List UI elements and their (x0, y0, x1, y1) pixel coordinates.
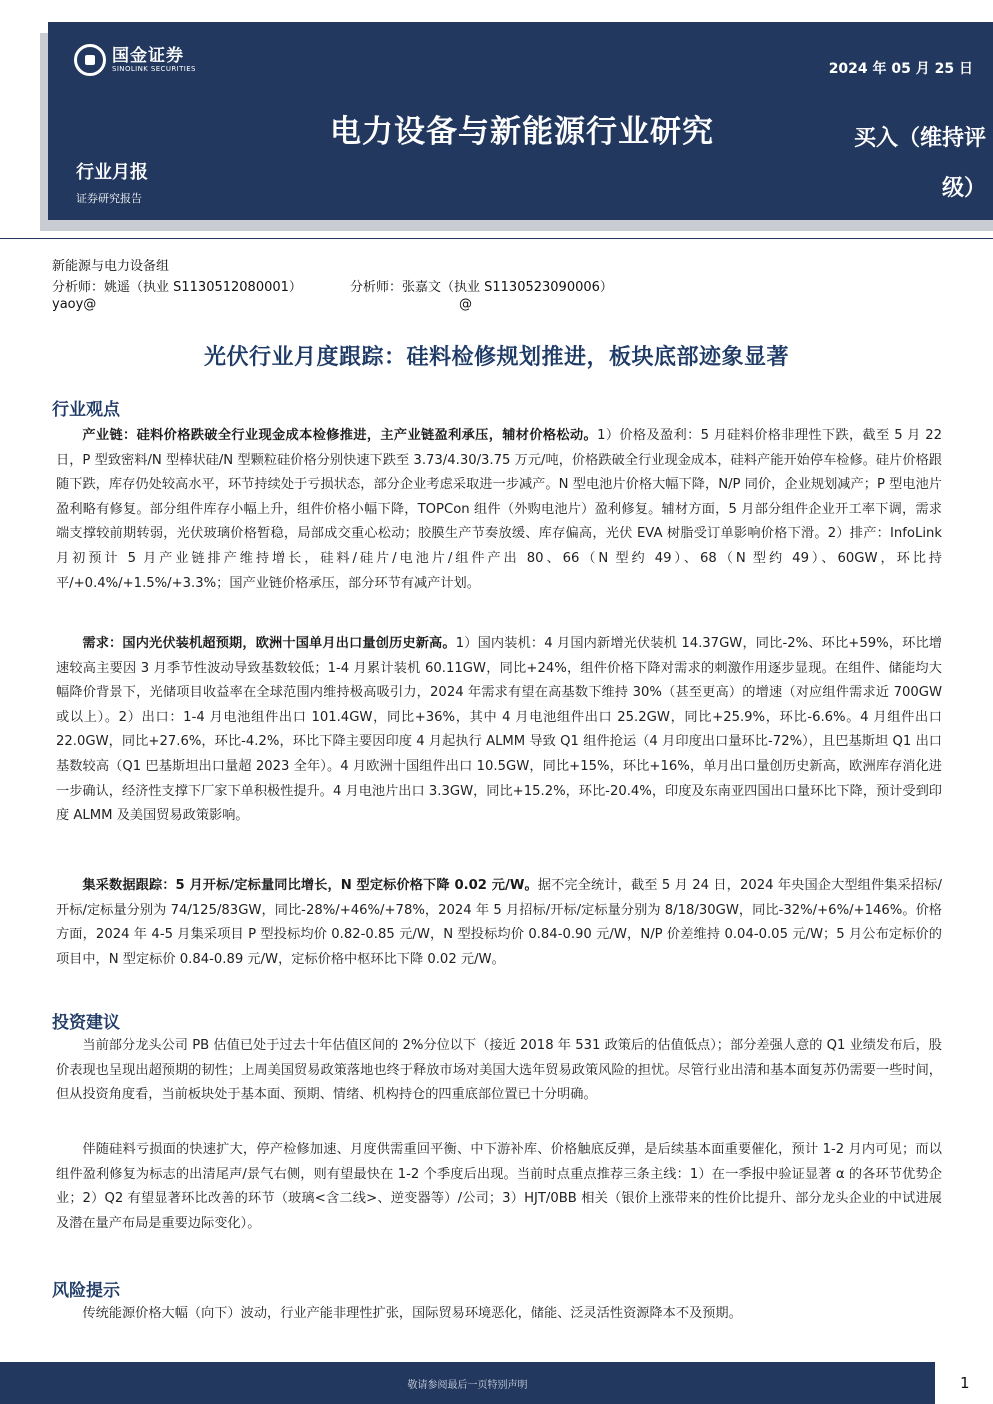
paragraph-lead: 集采数据跟踪：5 月开标/定标量同比增长，N 型定标价格下降 0.02 元/W。 (82, 878, 538, 893)
paragraph-risk: 传统能源价格大幅（向下）波动，行业产能非理性扩张，国际贸易环境恶化，储能、泛灵活性资源降本不及预期。 (82, 1306, 742, 1321)
report-type: 行业月报 (76, 162, 148, 183)
report-title: 光伏行业月度跟踪：硅料检修规划推进，板块底部迹象显著 (203, 345, 789, 370)
email-1[interactable]: yaoy@ (52, 297, 97, 312)
paragraph-procurement (56, 874, 942, 972)
logo-icon (74, 44, 106, 76)
logo-text-en: SINOLINK SECURITIES (112, 64, 196, 73)
header-banner (48, 22, 993, 220)
paragraph-supply-chain (56, 424, 942, 596)
paragraph-lead: 需求：国内光伏装机超预期，欧洲十国单月出口量创历史新高。 (82, 636, 456, 651)
paragraph-lead: 产业链：硅料价格跌破全行业现金成本检修推进，主产业链盈利承压，辅材价格松动。 (82, 428, 598, 443)
paragraph-demand (56, 632, 942, 829)
report-date: 2024 年 05 月 25 日 (828, 61, 973, 77)
email-line (52, 297, 472, 312)
analyst-2: 分析师：张嘉文（执业 S1130523090006） (350, 280, 613, 295)
analyst-line (52, 276, 613, 295)
paragraph-invest-2: 伴随硅料亏损面的快速扩大，停产检修加速、月度供需重回平衡、中下游补库、价格触底反弹，是后续基本面重要催化，预计 1-2 月内可见；而以组件盈利修复为标志的出清尾声/景气右侧，则有望最快在 1-2 个季度后出现。当前时点重点推荐三条主线：1）在一季报中验证显著 α 的各环节优势企业；2）Q2 有望显著环比改善的环节（玻璃<含二线>、逆变器等）/公司；3）HJT/0BB 相关（银价上涨带来的性价比提升、部分龙头企业的中试进展及潜在量产布局是重要边际变化）。 (56, 1142, 942, 1231)
paragraph-body: 据不完全统计，截至 5 月 24 日，2024 年央国企大型组件集采招标/开标/定标量分别为 74/125/83GW，同比-28%/+46%/+78%，2024 年 5 月招标/开标/定标量分别为 8/18/30GW，同比-32%/+6%/+146%。价格方面，2024 年 4-5 月集采项目 P 型投标均价 0.82-0.85 元/W，N 型投标均价 0.84-0.90 元/W，N/P 价差维持 0.04-0.05 元/W；5 月公布定标价的项目中，N 型定标价 0.84-0.89 元/W，定标价格中枢环比下降 0.02 元/W。 (56, 878, 942, 967)
section-heading-risk: 风险提示 (52, 1281, 120, 1301)
footer-disclaimer-note: 敬请参阅最后一页特别声明 (407, 1380, 528, 1391)
industry-title: 电力设备与新能源行业研究 (330, 114, 714, 150)
header-divider (0, 238, 993, 239)
section-heading-view: 行业观点 (52, 400, 120, 420)
paragraph-body: 1）国内装机：4 月国内新增光伏装机 14.37GW，同比-2%、环比+59%，环比增速较高主要因 3 月季节性波动导致基数较低；1-4 月累计装机 60.11GW，同比+24%，组件价格下降对需求的刺激作用逐步显现。在组件、储能均大幅降价背景下，光储项目收益率在全球范围内维持极高吸引力，2024 年需求有望在高基数下维持 30%（甚至更高）的增速（对应组件需求近 700GW 或以上）。2）出口：1-4 月电池组件出口 101.4GW，同比+36%，其中 4 月电池组件出口 25.2GW，同比+25.9%，环比-6.6%。4 月组件出口 22.0GW，同比+27.6%，环比-4.2%，环比下降主要因印度 4 月起执行 ALMM 导致 Q1 组件抢运（4 月印度出口量环比-72%），且巴基斯坦 Q1 出口基数较高（Q1 巴基斯坦出口量超 2023 全年）。4 月欧洲十国组件出口 10.5GW，同比+15%，环比+16%，单月出口量创历史新高，欧洲库存消化进一步确认，经济性支撑下厂家下单积极性提升。4 月电池片出口 3.3GW，同比+15.2%，环比-20.4%，印度及东南亚四国出口量环比下降，预计受到印度 ALMM 及美国贸易政策影响。 (56, 636, 942, 824)
rating (836, 114, 986, 214)
analyst-1: 分析师：姚遥（执业 S1130512080001） (52, 280, 302, 295)
report-subtype: 证券研究报告 (76, 192, 142, 205)
paragraph-body: 1）价格及盈利：5 月硅料价格非理性下跌，截至 5 月 22 日，P 型致密料/N 型棒状硅/N 型颗粒硅价格分别快速下跌至 3.73/4.30/3.75 万元/吨，价格跌破全行业现金成本，硅料产能开始停车检修。硅片价格跟随下跌，库存仍处较高水平，环节持续处于亏损状态，部分企业考虑采取进一步减产。N 型电池片价格大幅下降，N/P 同价，企业规划减产；P 型电池片盈利略有修复。部分组件库存小幅上升，组件价格小幅下降，TOPCon 组件（外购电池片）盈利修复。辅材方面，5 月部分组件企业开工率下调，需求端支撑较前期转弱，光伏玻璃价格暂稳，局部成交重心松动；胶膜生产节奏放缓、库存偏高，光伏 EVA 树脂受订单影响价格下滑。2）排产：InfoLink 月初预计 5 月产业链排产维持增长，硅料/硅片/电池片/组件产出 80、66（N 型约 49）、68（N 型约 49）、60GW，环比持平/+0.4%/+1.5%/+3.3%；国产业链价格承压，部分环节有减产计划。 (56, 428, 943, 591)
logo-text-cn: 国金证券 (112, 45, 184, 66)
rating-line-1: 买入（维持评 (853, 126, 986, 151)
company-logo (74, 44, 196, 76)
email-2[interactable]: @ (459, 297, 472, 312)
paragraph-invest-1: 当前部分龙头公司 PB 估值已处于过去十年估值区间的 2%分位以下（接近 2018 年 531 政策后的估值低点）；部分差强人意的 Q1 业绩发布后，股价表现也呈现出超预期的韧性；上周美国贸易政策落地也终于释放市场对美国大选年贸易政策风险的担忧。尽管行业出清和基本面复苏仍需要一些时间，但从投资角度看，当前板块处于基本面、预期、情绪、机构持仓的四重底部位置已十分明确。 (56, 1038, 942, 1103)
section-heading-invest: 投资建议 (52, 1013, 120, 1033)
rating-line-2: 级） (941, 176, 986, 201)
page-number: 1 (960, 1374, 970, 1392)
research-group: 新能源与电力设备组 (52, 259, 170, 274)
